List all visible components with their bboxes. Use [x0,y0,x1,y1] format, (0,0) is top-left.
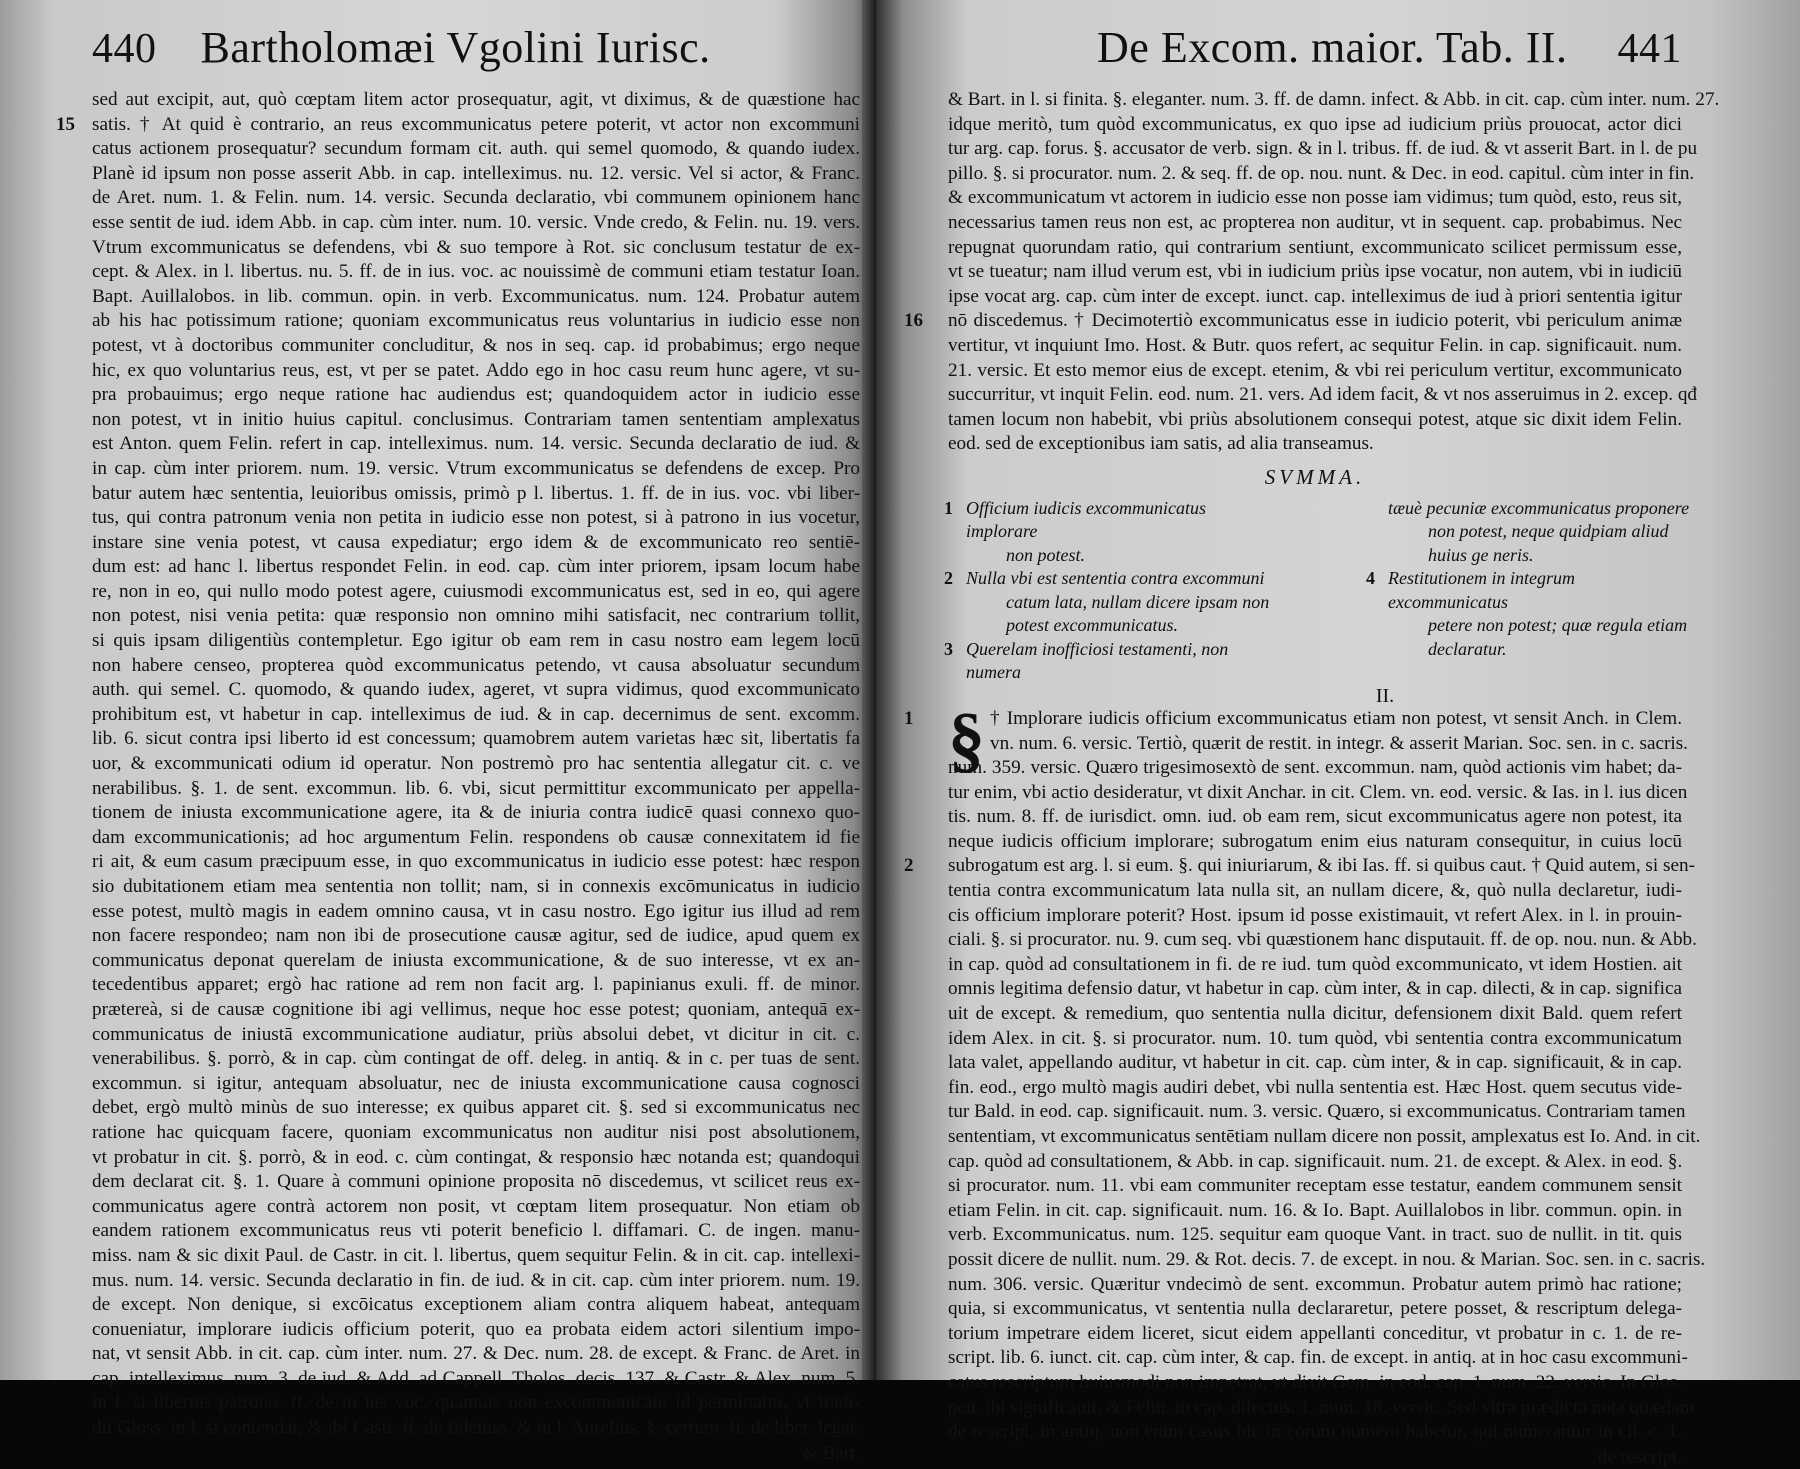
line-text: necessarius tamen reus non est, ac propterea non auditur, vt in sequent. cap. probabimus. Nec [948,211,1682,233]
text-line [948,904,1682,929]
line-text: si quis ipsam diligentiùs contempletur. Ego igitur ob eam rem in casu nostro eam legem locū [92,630,860,652]
line-text: in l. si libertus patrono. ff. de in ius voc. quamuis non excommunicato id permittatur, vt tradi- [92,1392,860,1414]
text-line [948,1248,1706,1273]
line-text: communicatus de iniustā excommunicatione audiatur, priùs absolui debet, vt dicitur in cit. c. [92,1023,860,1045]
line-text: ratione hac quicquam facere, quoniam excommunicatus non auditur nisi post absolutionem, [92,1121,860,1143]
text-line [92,777,860,802]
summa-text: Nulla vbi est sententia contra excommuni [966,568,1265,589]
text-line [92,186,860,211]
line-text: pra probauimus; ergo neque ratione hac audiendus est; quandoquidem actor in iudicio esse [92,384,860,406]
line-text: sed aut excipit, aut, quò cœptam litem actor prosequatur, agit, vt diximus, & de quæstione hac [92,89,860,110]
right-running-head [948,22,1682,88]
line-text: satis. † At quid è contrario, an reus excommunicatus petere poterit, vt actor non excommuni [92,113,860,135]
line-text: dam excommunicationis; ad hoc argumentum Felin. respondens ob causæ connexitatem id fie [92,826,860,848]
text-line [92,506,860,531]
line-text: ciali. §. si procurator. nu. 9. cum seq. vbi quæstionem hanc disputauit. ff. de op. nou. nun. & Abb. [948,929,1697,951]
text-line [904,854,1695,879]
text-line [948,186,1682,211]
text-line [948,1420,1682,1445]
line-text: prohibitum est, vt habetur in cap. intelleximus de iud. & in cap. decernimus de sent. excomm. [92,703,860,725]
summa-item [1366,567,1692,661]
text-line [92,875,860,900]
text-line [92,678,860,703]
text-line [948,928,1697,953]
line-text: de rescript. in antiq. non enim casus hic in eorum numero habetur, qui numerantur in cit. c. 1. [948,1421,1682,1443]
summa-number: 1 [944,497,953,518]
line-text: non potest, nisi venia petita: quæ responsio non omnino mihi satisfacit, nec contrarium tollit, [92,605,860,627]
text-line [92,580,860,605]
text-line [948,88,1720,113]
text-line [948,383,1698,408]
text-line [948,162,1695,187]
text-line [92,211,860,236]
line-text: batur autem hæc sententia, leuioribus omissis, primò p l. libertus. 1. ff. de in ius. voc. vbi liber- [92,482,860,504]
summa-heading: SVMMA. [1264,464,1366,489]
line-text: ipse vocat arg. cap. cùm inter de except. iunct. cap. intelleximus de iud à priori sententia igitur [948,285,1682,307]
left-running-head [92,22,860,88]
text-line [948,211,1682,236]
line-text: vertitur, vt inquiunt Imo. Host. & Butr. quos refert, ac sequitur Felin. in cap. significauit. num. [948,334,1682,356]
text-line [92,1047,860,1072]
text-line [92,1318,860,1343]
line-text: dum est: ad hanc l. libertus respondet Felin. in eod. cap. cùm inter priorem, ipsam locum habe [92,556,860,578]
line-text: idem Alex. in cit. §. si procurator. num. 10. tum quòd, vbi sententia contra excommunicatum [948,1027,1682,1049]
line-text: script. lib. 6. iunct. cit. cap. cùm inter, & cap. fin. de except. in antiq. at in hoc casu excommuni- [948,1347,1688,1369]
line-text: esse potest, multò magis in eadem omnino causa, vt in casu nostro. Ego igitur ius illud ad rem [92,900,860,922]
summa-item [944,567,1278,638]
text-line [948,1396,1695,1421]
text-line [948,1322,1682,1347]
line-text: uit de except. & remedium, quo sententia nulla dicitur, defensionem dixit Bald. quem refert [948,1003,1682,1025]
text-line [948,1297,1682,1322]
text-line [92,1195,860,1220]
text-line [948,113,1682,138]
catchword: de rescript. [1597,1446,1682,1468]
text-line [92,703,860,728]
summa-text: tæuè pecuniæ excommunicatus proponere [1388,497,1690,518]
summa-continuation: catum lata, nullam dicere ipsam non potest excommunicatus. [1006,591,1270,636]
summa-text: Officium iudicis excommunicatus implorare [966,497,1206,542]
text-line [92,555,860,580]
chapter-body-text [904,698,1706,1445]
section-sign-dropcap: § [948,698,985,781]
summa-text: Querelam inofficiosi testamenti, non numera [966,638,1229,683]
text-line [904,309,1682,334]
text-line [948,1100,1686,1125]
line-text: etiam Felin. in cit. cap. significauit. num. 16. & Io. Bapt. Auillalobos in libr. commun. opin. in [948,1199,1682,1221]
text-line [92,1072,860,1097]
text-line [92,998,860,1023]
line-text: de Aret. num. 1. & Felin. num. 14. versic. Secunda declaratio, vbi communem opinionem hanc [92,187,860,209]
line-text: tus, qui contra patronum venia non petita in iudicio esse non potest, si à patrono in ius vocetur, [92,507,860,529]
summa-number: 3 [944,638,953,659]
line-text: vt probatur in cit. §. porrò, & in eod. c. cùm contingat, & responsio hæc notanda est; quandoqui [92,1146,860,1168]
summa-item [944,497,1278,568]
line-text: vn. num. 6. versic. Tertiò, quærit de restit. in integr. & asserit Marian. Soc. sen. in c. sacris. [990,732,1688,754]
line-text: si procurator. num. 11. vbi eam communiter receptam esse testatur, eandem communem sensit [948,1175,1682,1197]
line-text: tecedentibus apparet; ergò hac ratione ad rem non facit arg. l. papinianus exuli. ff. de minor. [92,974,860,996]
line-text: catus actionem prosequatur? secundum formam cit. auth. qui semel quomodo, & quando iudex. [92,138,860,160]
text-line [92,359,860,384]
text-line [92,924,860,949]
line-text: venerabilibus. §. porrò, & in cap. cùm contingat de off. deleg. in antiq. & in c. per tuas de sent. [92,1048,860,1070]
text-line [92,408,860,433]
line-text: conueniatur, implorare iudicis officium poterit, quo ea probata eidem actori silentium impo- [92,1318,860,1340]
line-text: catus rescriptum huiusmodi non impetrat, vt dixit Gem. in eod. cap. 1. num. 22. versic. In Glos. [948,1371,1682,1393]
line-text: pillo. §. si procurator. num. 2. & seq. ff. de op. nou. nunt. & Dec. in eod. capitul. cùm inter in fin. [948,162,1695,184]
line-text: debet, ergò multò minùs de suo interesse; ex quibus apparet cit. §. sed si excommunicatus nec [92,1097,860,1119]
line-text: num. 359. versic. Quæro trigesimosextò de sent. excommun. nam, quòd actionis vim habet; da- [948,757,1682,779]
text-line [92,654,860,679]
line-text: hic, ex quo voluntarius reus, est, vt per se patet. Addo ego in hoc casu reum hunc agere, vt su- [92,359,860,381]
right-body-text [904,88,1720,457]
line-text: fin. eod., ergo multò magis audiri debet, vbi nulla sententia est. Hæc Host. quem secutus vide- [948,1076,1682,1098]
line-text: Bapt. Auillalobos. in lib. commun. opin. in verb. Excommunicatus. num. 124. Probatur autem [92,285,860,307]
text-line [92,1391,860,1416]
line-text: eandem rationem excommunicatus reus vti poterit beneficio l. diffamari. C. de ingen. manu- [92,1220,860,1242]
text-line [948,285,1682,310]
line-text: tur enim, vbi actio desideratur, vt dixit Anchar. in cit. Clem. vn. eod. versic. & Ias. in l. ius dicen [948,781,1688,803]
line-text: non facere respondeo; nam non ibi de prosecutione causæ agitur, sed de iudice, apud quem ex [92,925,860,947]
line-text: vt se tueatur; nam illud verum est, vbi in iudicium priùs ipse vocatur, non autem, vbi in iudiciū [948,261,1682,283]
text-line [92,383,860,408]
page-number: 440 [92,26,157,72]
line-text: tentia contra excommunicatum lata nulla sit, an nullam dicere, &, quò nulla declaretur, iudi- [948,880,1682,902]
line-text: cap. intelleximus. num. 3. de iud. & Add. ad Cappell. Tholos. decis. 137. & Castr. & Alex. num. 5. [92,1367,860,1389]
text-line [92,162,860,187]
line-text: eod. sed de exceptionibus iam satis, ad alia transeamus. [948,433,1374,455]
text-line [92,309,860,334]
line-text: tur Bald. in eod. cap. significauit. num. 3. versic. Quæro, si excommunicatus. Contrariam tamen [948,1101,1686,1123]
line-text: cis officium implorare poterit? Host. ipsum id posse existimauit, vt refert Alex. in l. in prouin- [948,904,1682,926]
text-line [948,1002,1682,1027]
text-line [92,1367,860,1392]
text-line [92,1170,860,1195]
text-line [92,1121,860,1146]
line-text: possit dicere de nullit. num. 29. & Rot. decis. 7. de except. in nou. & Marian. Soc. sen. in c. sacris. [948,1248,1706,1270]
margin-number: 16 [904,310,923,332]
line-text: est Anton. quem Felin. refert in cap. intelleximus. num. 14. versic. Secunda declaratio de iud. & [92,433,860,455]
text-line [92,826,860,851]
line-text: communicatus agere contrà actorem non posit, vt cœptam litem prosequatur. Non etiam ob [92,1195,860,1217]
line-text: de except. Non denique, si excōicatus exceptionem aliam contra aliquem habeat, antequam [92,1294,860,1316]
text-line [92,752,860,777]
text-line [904,707,1682,732]
line-text: lata valet, appellando auditur, vt habetur in cit. cap. cùm inter, & in cap. significauit, & in cap. [948,1052,1682,1074]
page-number: 441 [1617,26,1682,72]
text-line [92,629,860,654]
line-text: torium impetrare eidem liceret, sicut eidem appellanti conceditur, vt probatur in c. 1. de re- [948,1322,1682,1344]
line-text: communicatus deponat querelam de iniusta excommunicatione, & de suo interesse, vt ex an- [92,949,860,971]
text-line [948,137,1698,162]
text-line [92,727,860,752]
text-line [948,1125,1701,1150]
line-text: tionem de iniusta excommunicatione agere, ita & de iniuria contra iudicē quasi connexo quo- [92,802,860,824]
line-text: non habere censeo, propterea quòd excommunicatus petendo, vt causa absoluatur secundum [92,654,860,676]
line-text: mus. num. 14. versic. Secunda declaratio in fin. de iud. & in cit. cap. cùm inter priorem. num. 19. [92,1269,860,1291]
text-line [92,949,860,974]
line-text: re, non in eo, qui nullo modo potest agere, cuiusmodi excommunicatus est, sed in eo, qui agere [92,580,860,602]
section-mark: II. [1375,684,1395,707]
line-text: verb. Excommunicatus. num. 125. sequitur eam quoque Vant. in tract. suo de nullit. in tit. quis [948,1224,1682,1246]
line-text: nō discedemus. † Decimotertiò excommunicatus esse in iudicio poterit, vbi periculum animæ [948,310,1682,332]
text-line [92,1146,860,1171]
margin-number: 15 [56,113,75,135]
text-line [92,1293,860,1318]
summa-continuation: non potest, neque quidpiam aliud huius ge neris. [1428,521,1669,565]
text-line [92,482,860,507]
left-body-text [56,88,860,1441]
line-text: nerabilibus. §. 1. de sent. excommun. lib. 6. vbi, sicut permittitur excommunicato per appella- [92,777,860,799]
text-line [948,334,1682,359]
line-text: cept. & Alex. in l. libertus. nu. 5. ff. de in ius. voc. ac nouissimè de communi etiam testatur Ioan. [92,261,860,283]
right-page [876,0,1800,1468]
text-line [948,1223,1682,1248]
line-text: non potest, vt in initio huius capitul. conclusimus. Contrariam tamen sententiam amplexatus [92,408,860,430]
text-line [948,879,1682,904]
text-line [948,732,1688,757]
line-text: dem declarat cit. §. 1. Quare à communi opinione proposita nō discedemus, vt scilicet reus ex- [92,1171,860,1193]
text-line [92,1096,860,1121]
text-line [92,88,860,113]
text-line [92,1219,860,1244]
text-line [92,1023,860,1048]
text-line [92,604,860,629]
line-text: repugnat quorundam ratio, qui contrarium sentiunt, excommunicato scilicet permissum esse, [948,236,1682,258]
text-line [92,457,860,482]
summa-number: 4 [1366,568,1375,589]
text-line [92,1244,860,1269]
line-text: Vtrum excommunicatus se defendens, vbi & suo tempore à Rot. sic conclusum testatur de ex- [92,236,860,258]
text-line [92,1269,860,1294]
text-line [92,432,860,457]
text-line [56,113,860,138]
line-text: & Bart. in l. si finita. §. eleganter. num. 3. ff. de damn. infect. & Abb. in cit. cap. cùm inter. num. 27. [948,89,1720,110]
line-text: sententiam, vt excommunicatus sentētiam nullam dicere non possit, amplexatus est Io. And. in cit. [948,1126,1701,1147]
line-text: uor, & excommunicati odium id operatur. Non postremò pro hac sententia allegatur cit. c. ve [92,753,860,775]
text-line [948,1027,1682,1052]
summa-list [944,497,1690,685]
text-line [948,236,1682,261]
text-line [948,1273,1682,1298]
running-title: Bartholomæi Vgolini Iurisc. [200,23,711,72]
line-text: esse sentit de iud. idem Abb. in cap. cùm inter. num. 10. versic. Vnde credo, & Felin. nu. 19. vers. [92,211,860,233]
summa-text: Restitutionem in integrum excommunicatus [1388,568,1575,612]
line-text: omnis legitima defensio datur, vt habetur in cap. cùm inter, & in cap. dilecti, & in cap. significa [948,978,1682,1000]
line-text: instare sine venia potest, vt causa expediatur; ergo idem & de excommunicato reo sentiē- [92,531,860,553]
line-text: tur arg. cap. forus. §. accusator de verb. sign. & in l. tribus. ff. de iud. & vt asserit Bart. in l. de pu [948,138,1698,160]
text-line [948,1371,1682,1396]
line-text: succurritur, vt inquit Felin. eod. num. 21. vers. Ad idem facit, & vt nos asseruimus in 2. excep. qđ [948,384,1698,406]
text-line [92,973,860,998]
summa-item [1370,497,1692,568]
line-text: excommun. si igitur, antequam absoluatur, nec de iniusta excommunicatione causa cognosci [92,1072,860,1094]
text-line [948,805,1682,830]
line-text: cap. quòd ad consultationem, & Abb. in cap. significauit. num. 21. de except. & Alex. in eod. §. [948,1150,1683,1172]
text-line [948,830,1682,855]
text-line [948,408,1682,433]
text-line [948,1174,1682,1199]
chapter-body [904,698,1706,1445]
line-text: prætereà, si de causæ cognitione ibi agi vellimus, neque hoc esse potest; quoniam, antequā ex- [92,998,860,1020]
summa-continuation: non potest. [1006,544,1085,565]
line-text: lib. 6. sicut contra ipsi liberto id est concessum; quamobrem autem varietas hæc sit, libertatis fa [92,728,860,750]
text-line [92,900,860,925]
text-line [92,285,860,310]
line-text: † Implorare iudicis officium excommunicatus etiam non potest, vt sensit Anch. in Clem. [990,707,1682,729]
line-text: pen. ibi significauit, & Felin. in cap. dilectus. 1. num. 18. versic. Sed vltra prædicta nota quædam [948,1396,1695,1418]
text-line [948,260,1682,285]
text-line [948,977,1682,1002]
margin-number: 1 [904,707,914,729]
summa-column-right [1366,497,1692,685]
summa-item [944,638,1278,685]
summa-column-left [944,497,1278,685]
text-line [948,1076,1682,1101]
line-text: ri ait, & eum casum præcipuum esse, in quo excommunicatus in iudicio esse potest: hæc respon [92,851,860,873]
text-line [948,1346,1688,1371]
line-text: 21. versic. Et esto memor eius de except. etenim, & vbi rei periculum vertitur, excommunicato [948,359,1682,381]
line-text: nat, vt sensit Abb. in cit. cap. cùm inter. num. 27. & Dec. num. 28. de except. & Franc. de Aret. in [92,1343,860,1365]
catchword: & Bart. [803,1442,860,1464]
margin-number: 2 [904,855,914,877]
line-text: idque meritò, tum quòd excommunicatus, ex quo ipse ad iudicium priùs prouocat, actor dici [948,113,1682,135]
text-line [92,137,860,162]
running-title: De Excom. maior. Tab. II. [1097,23,1568,72]
text-line [948,432,1682,457]
line-text: dit Gloss. in l. si contendat, & ibi Castr. ff. de fideiuss. & in l. Aurelius. §. certum. ff. de liber. legat. [92,1417,860,1439]
line-text: ab his hac potissimum ratione; quoniam excommunicatus reus voluntarius in iudicio esse non [92,310,860,332]
text-line [948,953,1682,978]
line-text: sio dubitationem etiam mea sententia non tollit; nam, si in connexis excōmunicatus in iudicio [92,876,860,897]
line-text: in cap. quòd ad consultationem in fi. de re iud. tum quòd excommunicato, vt idem Hostien. ait [948,953,1682,975]
text-line [92,1342,860,1367]
text-line [948,1051,1682,1076]
text-line [948,756,1682,781]
line-text: neque iudicis officium implorare; subrogatum enim eius naturam consequitur, in cuius locū [948,830,1682,852]
line-text: subrogatum est arg. l. si eum. §. qui iniuriarum, & ibi Ias. ff. si quibus caut. † Quid autem, si sen- [948,855,1695,877]
line-text: tis. num. 8. ff. de iurisdict. omn. iud. ob eam rem, sicut excommunicatus agere non potest, ita [948,806,1682,828]
text-line [92,236,860,261]
summa-continuation: petere non potest; quæ regula etiam declaratur. [1428,615,1688,659]
line-text: Planè id ipsum non posse asserit Abb. in cap. intelleximus. nu. 12. versic. Vel si actor, & Franc. [92,162,860,184]
text-line [92,801,860,826]
line-text: auth. qui semel. C. quomodo, & quando iudex, ageret, vt supra vidimus, quod excommunicato [92,679,860,701]
text-line [948,1150,1682,1175]
text-line [92,260,860,285]
text-line [948,781,1688,806]
line-text: in cap. cùm inter priorem. num. 19. versic. Vtrum excommunicatus se defendens de excep. Pro [92,457,860,479]
text-line [948,359,1682,384]
text-line [92,531,860,556]
line-text: & excommunicatum vt actorem in iudicio esse non posse iam vidimus; tum quòd, esto, reus sit, [948,187,1682,209]
summa-number: 2 [944,568,953,589]
text-line [92,334,860,359]
text-line [948,1199,1682,1224]
text-line [92,1416,860,1441]
text-line [92,850,860,875]
line-text: tamen locum non habebit, vbi priùs absolutionem consequi potest, atque sic dixit idem Felin. [948,408,1682,430]
line-text: potest, vt à doctoribus communiter concluditur, & nos in seq. cap. id probabimus; ergo neque [92,334,860,356]
line-text: quia, si excommunicatus, vt sententia nulla declararetur, petere posset, & rescriptum delega- [948,1298,1682,1320]
line-text: num. 306. versic. Quæritur vndecimò de sent. excommun. Probatur autem primò hac ratione; [948,1273,1682,1295]
line-text: miss. nam & sic dixit Paul. de Castr. in cit. l. libertus, quem sequitur Felin. & in cit. cap. intellexi- [92,1244,860,1266]
left-page [0,0,880,1464]
